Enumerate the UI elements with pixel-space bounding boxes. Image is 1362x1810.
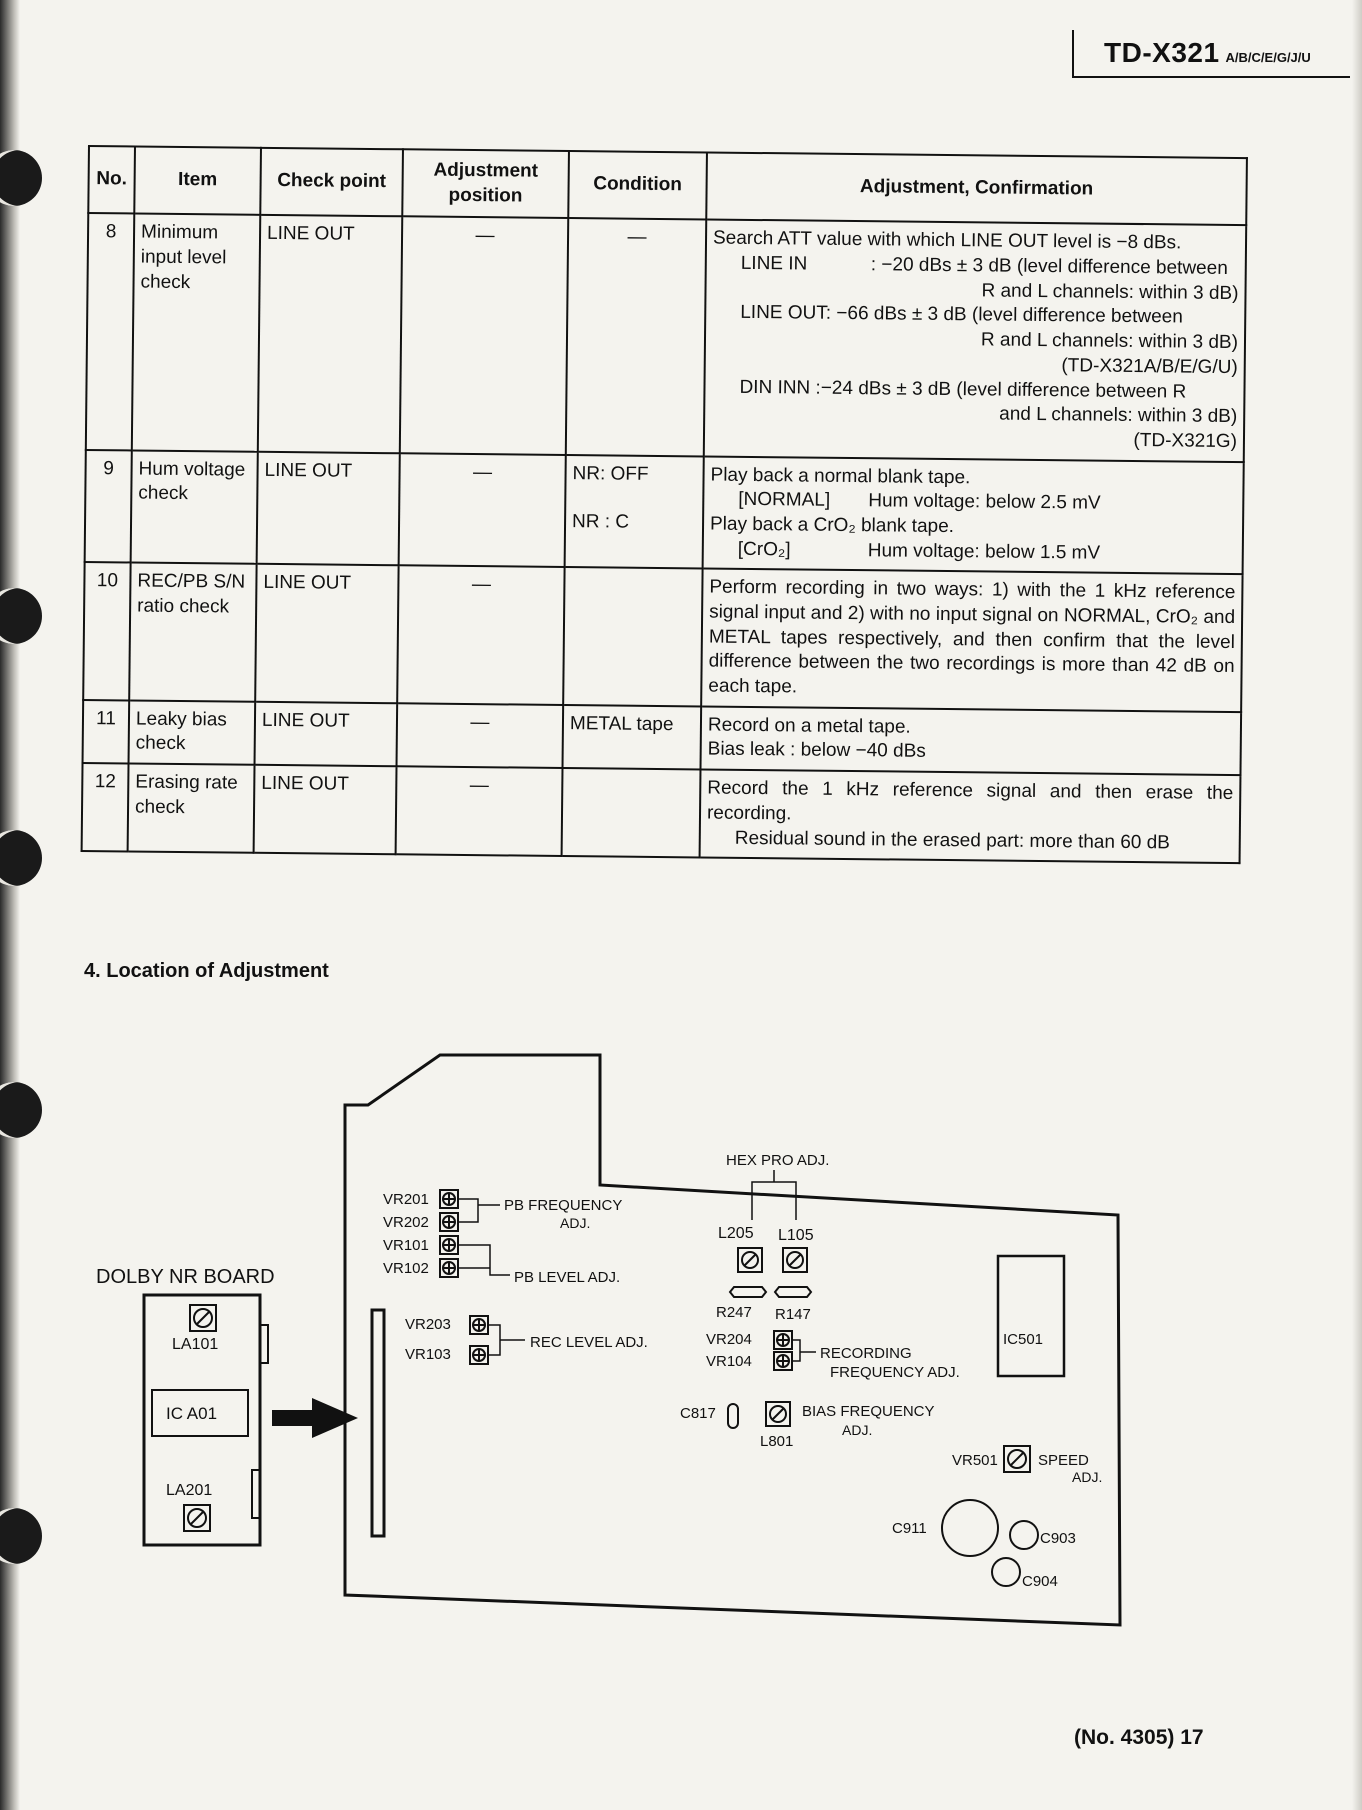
row-item: Hum voltage check [131, 450, 258, 564]
l105-coil-icon[interactable] [783, 1248, 807, 1272]
row-adj-position: — [397, 566, 564, 705]
row-confirmation [703, 456, 1244, 574]
row-condition [563, 567, 702, 706]
resistor-icon [730, 1287, 811, 1297]
rec-level-leader [488, 1325, 525, 1355]
l205-coil-icon[interactable] [738, 1248, 762, 1272]
table-row [86, 213, 1246, 461]
conf-line: (TD-X321G) [1133, 429, 1238, 452]
col-item: Item [134, 146, 261, 215]
adjustment-location-diagram [0, 1000, 1362, 1640]
la101-label: LA101 [172, 1336, 219, 1353]
conf-line: Record the 1 kHz reference signal and then erase the recording. [706, 777, 1234, 825]
conf-line: Residual sound in the erased part: more than 60 dB [734, 827, 1171, 853]
row-condition: — [566, 218, 706, 456]
row-check-point: LINE OUT [257, 451, 400, 565]
model-variants: A/B/C/E/G/J/U [1225, 49, 1311, 65]
col-check-point: Check point [260, 148, 403, 217]
row-no: 10 [83, 562, 130, 700]
recording-frequency-label: FREQUENCY ADJ. [830, 1364, 960, 1381]
vr202-label: VR202 [383, 1214, 429, 1231]
row-confirmation [700, 770, 1241, 864]
hex-pro-label: HEX PRO ADJ. [726, 1152, 830, 1169]
conf-line: Search ATT value with which LINE OUT level is −8 dBs. [712, 227, 1182, 254]
conf-line: Bias leak : below −40 dBs [707, 738, 926, 763]
row-no: 9 [85, 450, 132, 563]
bias-frequency-adj-label: ADJ. [842, 1422, 873, 1438]
conf-line: Play back a normal blank tape. [710, 464, 971, 488]
pb-frequency-label: PB FREQUENCY [504, 1197, 623, 1214]
row-item: Leaky bias check [129, 700, 256, 765]
row-confirmation [700, 706, 1241, 775]
table-header-row [88, 146, 1247, 225]
page-header [1072, 30, 1350, 78]
conf-line: : −20 dBs ± 3 dB (level difference between [870, 254, 1228, 280]
row-adj-position: — [397, 703, 564, 768]
conf-line-group [710, 537, 1236, 567]
row-condition [565, 455, 704, 569]
section-title: 4. Location of Adjustment [84, 960, 329, 982]
ic501-label: IC501 [1003, 1331, 1044, 1348]
row-confirmation [704, 220, 1246, 462]
rec-level-trimmer-icon[interactable] [470, 1316, 488, 1364]
row-check-point: LINE OUT [254, 765, 397, 855]
recording-label: RECORDING [820, 1345, 912, 1362]
l105-label: L105 [778, 1227, 814, 1244]
c817-label: C817 [680, 1405, 716, 1422]
condition-b: NR : C [571, 511, 630, 533]
l801-label: L801 [760, 1433, 794, 1450]
col-condition: Condition [568, 151, 707, 220]
row-no: 8 [86, 213, 134, 450]
r247-label: R247 [716, 1304, 752, 1321]
vr102-label: VR102 [383, 1260, 429, 1277]
ic501-chip [998, 1256, 1064, 1376]
condition-a: NR: OFF [572, 462, 649, 485]
col-confirmation: Adjustment, Confirmation [706, 152, 1247, 225]
rec-level-label: REC LEVEL ADJ. [530, 1334, 648, 1351]
vr501-speed-trimmer-icon[interactable] [1004, 1446, 1030, 1472]
conf-line: (TD-X321A/B/E/G/U) [1061, 355, 1238, 378]
c904-capacitor-icon [992, 1558, 1020, 1586]
row-adj-position: — [400, 217, 568, 455]
pb-frequency-adj-label: ADJ. [560, 1215, 591, 1231]
vr101-label: VR101 [383, 1237, 429, 1254]
bias-frequency-label: BIAS FREQUENCY [802, 1403, 935, 1420]
row-item: REC/PB S/N ratio check [129, 563, 256, 702]
conf-line: Play back a CrO₂ blank tape. [709, 513, 955, 538]
conf-line: [CrO₂] [737, 538, 791, 561]
recording-frequency-trimmer-icon[interactable] [774, 1331, 792, 1370]
table-row [85, 450, 1244, 575]
binder-hole [0, 830, 42, 886]
col-adjustment-position: Adjustment position [402, 149, 569, 218]
row-condition [562, 768, 701, 858]
row-no: 12 [82, 763, 129, 852]
binder-hole [0, 588, 42, 644]
table-row [83, 700, 1242, 775]
vr-trimmer-stack-icon[interactable] [440, 1190, 458, 1277]
conf-line: [NORMAL] [738, 489, 831, 512]
conf-line: LINE OUT: −66 dBs ± 3 dB (level difference between [740, 302, 1183, 328]
table-row [83, 562, 1242, 712]
l801-coil-icon[interactable] [766, 1402, 790, 1426]
vr104-label: VR104 [706, 1353, 752, 1370]
c911-capacitor-icon [942, 1500, 998, 1556]
speed-label: SPEED [1038, 1452, 1089, 1469]
pb-level-label: PB LEVEL ADJ. [514, 1269, 621, 1286]
model-number: TD-X321 [1104, 37, 1220, 68]
c817-capacitor-icon [728, 1404, 738, 1428]
binder-hole [0, 150, 42, 206]
vr204-label: VR204 [706, 1331, 752, 1348]
dolby-board-label: DOLBY NR BOARD [96, 1266, 275, 1288]
table-row [82, 763, 1241, 863]
conf-line: R and L channels: within 3 dB) [980, 329, 1239, 354]
conf-line: and L channels: within 3 dB) [999, 403, 1238, 428]
row-check-point: LINE OUT [255, 564, 398, 703]
vr203-label: VR203 [405, 1316, 451, 1333]
row-adj-position: — [399, 453, 566, 567]
la201-trimmer-icon[interactable] [184, 1505, 210, 1531]
l205-label: L205 [718, 1225, 754, 1242]
conf-line: R and L channels: within 3 dB) [981, 280, 1239, 304]
conf-line: DIN INN :−24 dBs ± 3 dB (level difference between R [739, 376, 1187, 403]
pb-leader-lines [458, 1199, 510, 1275]
row-no: 11 [83, 700, 130, 764]
adjustment-table [81, 145, 1248, 864]
c911-label: C911 [892, 1520, 927, 1537]
row-condition: METAL tape [563, 705, 702, 770]
conf-line: Hum voltage: below 1.5 mV [867, 539, 1101, 564]
conf-line: Record on a metal tape. [707, 714, 911, 738]
conf-line: LINE IN [740, 252, 808, 275]
connector-strip [372, 1310, 384, 1536]
conf-line: Hum voltage: below 2.5 mV [868, 490, 1101, 514]
row-adj-position: — [396, 766, 563, 856]
vr201-label: VR201 [383, 1191, 429, 1208]
c904-label: C904 [1022, 1573, 1058, 1590]
page-number: (No. 4305) 17 [1074, 1726, 1204, 1749]
la201-label: LA201 [166, 1482, 213, 1499]
c903-label: C903 [1040, 1530, 1076, 1547]
row-item: Erasing rate check [128, 764, 255, 853]
ic-a01-label: IC A01 [166, 1404, 218, 1423]
recording-frequency-leader [792, 1340, 816, 1361]
row-check-point: LINE OUT [255, 702, 398, 767]
vr501-label: VR501 [952, 1452, 998, 1469]
la101-trimmer-icon[interactable] [190, 1305, 216, 1331]
row-item: Minimum input level check [132, 214, 260, 451]
c903-capacitor-icon [1010, 1521, 1038, 1549]
row-confirmation: Perform recording in two ways: 1) with the 1 kHz reference signal input and 2) with no input signal on NORMAL, CrO₂ and METAL tapes respectively, and then confirm that the level difference between the two recordings is more than 42 dB on each tape. [701, 569, 1242, 712]
r147-label: R147 [775, 1306, 811, 1323]
row-check-point: LINE OUT [258, 215, 402, 453]
speed-adj-label: ADJ. [1072, 1469, 1103, 1485]
vr103-label: VR103 [405, 1346, 451, 1363]
col-no: No. [88, 146, 135, 214]
